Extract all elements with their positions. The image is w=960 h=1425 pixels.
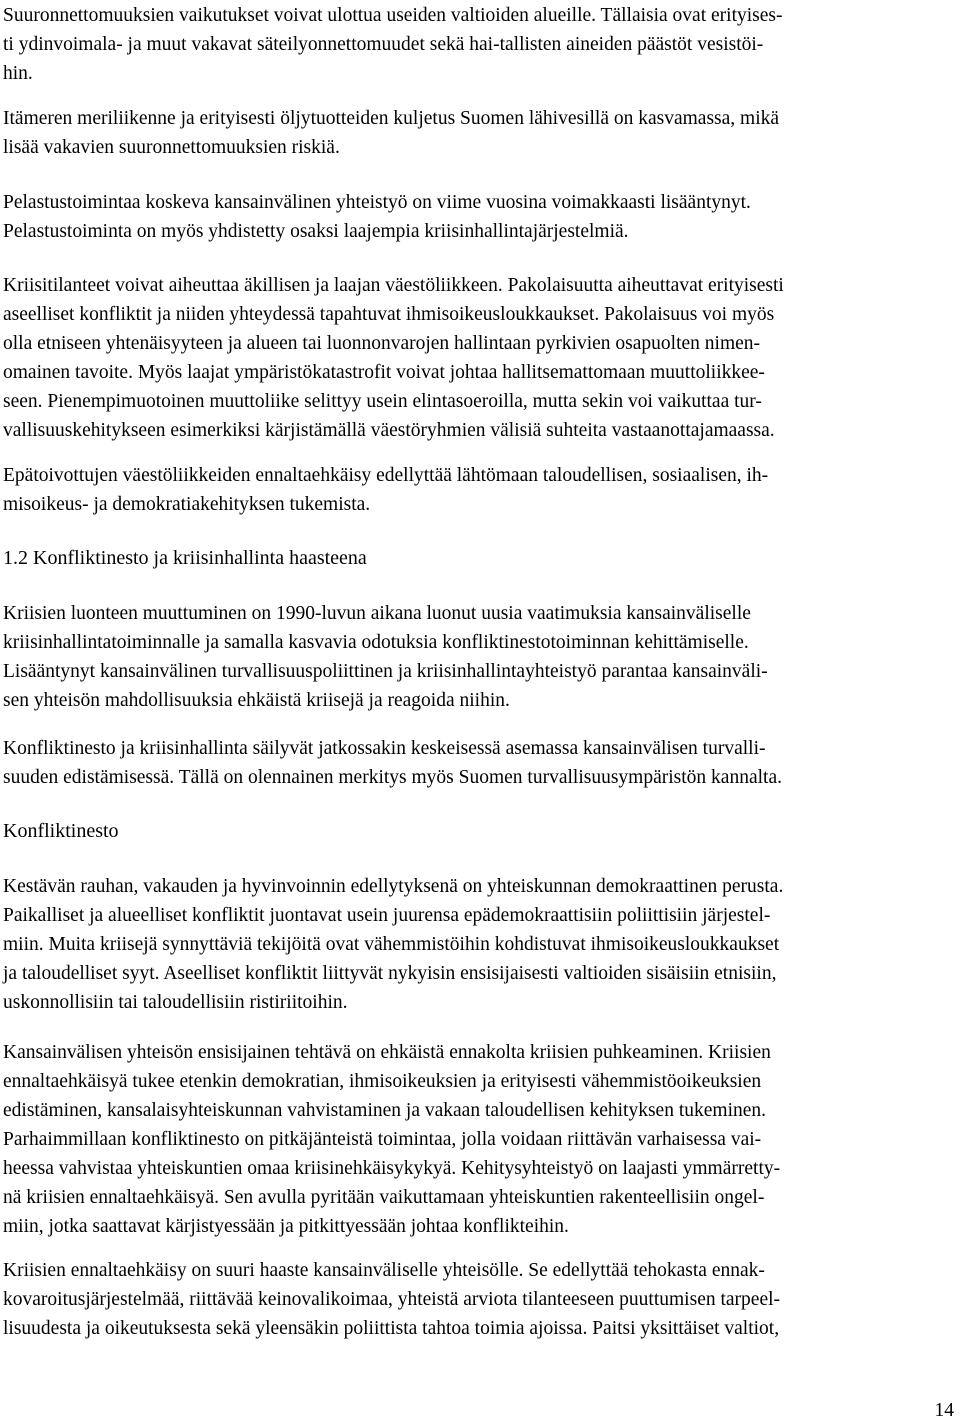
heading-text: Konfliktinesto [3, 820, 119, 842]
text-line: Epätoivottujen väestöliikkeiden ennaltaehkäisy edellyttää lähtömaan taloudellisen, sosiaalisen, ih- [3, 465, 769, 486]
subsection-heading [3, 817, 955, 846]
page-number: 14 [934, 1400, 954, 1421]
text-line: ti ydinvoimala- ja muut vakavat säteilyonnettomuudet sekä hai-tallisten aineiden päästöt vesistöi- [3, 34, 764, 55]
text-line: Lisääntynyt kansainvälinen turvallisuuspoliittinen ja kriisinhallintayhteistyö parantaa kansainväli- [3, 661, 768, 682]
paragraph-pelastustoiminta [3, 188, 955, 246]
text-line: Parhaimmillaan konfliktinesto on pitkäjänteistä toimintaa, jolla voidaan riittävän varhaisessa vai- [3, 1129, 762, 1150]
text-line: Paikalliset ja alueelliset konfliktit juontavat usein juurensa epädemokraattisiin poliittisiin järjestel- [3, 905, 771, 926]
text-line: aseelliset konfliktit ja niiden yhteydessä tapahtuvat ihmisoikeusloukkaukset. Pakolaisuus voi myös [3, 304, 775, 325]
text-line: olla etniseen yhtenäisyyteen ja alueen tai luonnonvarojen hallintaan pyrkivien osapuolten nimen- [3, 333, 761, 354]
text-line: suuden edistämisessä. Tällä on olennainen merkitys myös Suomen turvallisuusympäristön kannalta. [3, 767, 782, 788]
text-line: heessa vahvistaa yhteiskuntien omaa kriisinehkäisykykyä. Kehitysyhteistyö on laajasti ymmärretty- [3, 1158, 781, 1179]
text-line: Pelastustoiminta on myös yhdistetty osaksi laajempia kriisinhallintajärjestelmiä. [3, 221, 629, 242]
text-line: Pelastustoimintaa koskeva kansainvälinen yhteistyö on viime vuosina voimakkaasti lisääntynyt. [3, 192, 751, 213]
text-line: uskonnollisiin tai taloudellisiin ristiriitoihin. [3, 992, 348, 1013]
paragraph-kriisien-ennaltaehkaisy [3, 1256, 955, 1343]
paragraph-konfliktinesto-asema [3, 734, 955, 792]
paragraph-kansainvalinen-yhteiso [3, 1038, 955, 1241]
text-line: lisää vakavien suuronnettomuuksien riskiä. [3, 137, 340, 158]
text-line: miin, jotka saattavat kärjistyessään ja pitkittyessään johtaa konflikteihin. [3, 1216, 569, 1237]
paragraph-kestava-rauha [3, 872, 955, 1017]
text-line: Konfliktinesto ja kriisinhallinta säilyvät jatkossakin keskeisessä asemassa kansainvälisen turvalli- [3, 738, 766, 759]
text-line: lisuudesta ja oikeutuksesta sekä yleensäkin poliittista tahtoa toimia ajoissa. Paitsi yksittäiset valtiot, [3, 1318, 780, 1339]
text-line: Suuronnettomuuksien vaikutukset voivat ulottua useiden valtioiden alueille. Tällaisia ovat erityises- [3, 5, 783, 26]
text-line: Kansainvälisen yhteisön ensisijainen tehtävä on ehkäistä ennakolta kriisien puhkeaminen. Kriisien [3, 1042, 771, 1063]
text-line: omainen tavoite. Myös laajat ympäristökatastrofit voivat johtaa hallitsemattomaan muuttoliikkee- [3, 362, 765, 383]
paragraph-kriisien-luonne [3, 599, 955, 715]
text-line: ja taloudelliset syyt. Aseelliset konfliktit liittyvät nykyisin ensisijaisesti valtioiden sisäisiin etnisiin, [3, 963, 777, 984]
text-line: misoikeus- ja demokratiakehityksen tukemista. [3, 494, 371, 515]
text-line: Kriisien ennaltaehkäisy on suuri haaste kansainväliselle yhteisölle. Se edellyttää tehokasta ennak- [3, 1260, 765, 1281]
text-line: Kriisitilanteet voivat aiheuttaa äkillisen ja laajan väestöliikkeen. Pakolaisuutta aiheuttavat erityisesti [3, 275, 784, 296]
text-line: ennaltaehkäisyä tukee etenkin demokratian, ihmisoikeuksien ja erityisesti vähemmistöoikeuksien [3, 1071, 762, 1092]
paragraph-itameren-meriliikenne [3, 104, 955, 162]
paragraph-vaestoliikkeet [3, 461, 955, 519]
section-heading [3, 544, 955, 573]
text-line: sen yhteisön mahdollisuuksia ehkäistä kriisejä ja reagoida niihin. [3, 690, 510, 711]
text-line: Kriisien luonteen muuttuminen on 1990-luvun aikana luonut uusia vaatimuksia kansainväliselle [3, 603, 751, 624]
paragraph-suuronnettomuudet [3, 1, 955, 88]
text-line: vallisuuskehitykseen esimerkiksi kärjistämällä väestöryhmien välisiä suhteita vastaanottajamaassa. [3, 420, 775, 441]
text-line: kovaroitusjärjestelmää, riittävää keinovalikoimaa, yhteistä arviota tilanteeseen puuttumisen tarpeel- [3, 1289, 781, 1310]
text-line: Kestävän rauhan, vakauden ja hyvinvoinnin edellytyksenä on yhteiskunnan demokraattinen perusta. [3, 876, 784, 897]
text-line: seen. Pienempimuotoinen muuttoliike selittyy usein elintasoeroilla, mutta sekin voi vaikuttaa tur- [3, 391, 762, 412]
text-line: Itämeren meriliikenne ja erityisesti öljytuotteiden kuljetus Suomen lähivesillä on kasvamassa, mikä [3, 108, 780, 129]
text-line: kriisinhallintatoiminnalle ja samalla kasvavia odotuksia konfliktinestotoiminnan kehittämiselle. [3, 632, 749, 653]
text-line: nä kriisien ennaltaehkäisyä. Sen avulla pyritään vaikuttamaan yhteiskuntien rakenteellisiin ongel- [3, 1187, 765, 1208]
text-line: edistäminen, kansalaisyhteiskunnan vahvistaminen ja vakaan taloudellisen kehityksen tukeminen. [3, 1100, 767, 1121]
text-line: miin. Muita kriisejä synnyttäviä tekijöitä ovat vähemmistöihin kohdistuvat ihmisoikeusloukkaukset [3, 934, 780, 955]
paragraph-kriisitilanteet [3, 271, 955, 445]
text-line: hin. [3, 63, 33, 84]
heading-text: 1.2 Konfliktinesto ja kriisinhallinta haasteena [3, 547, 367, 569]
